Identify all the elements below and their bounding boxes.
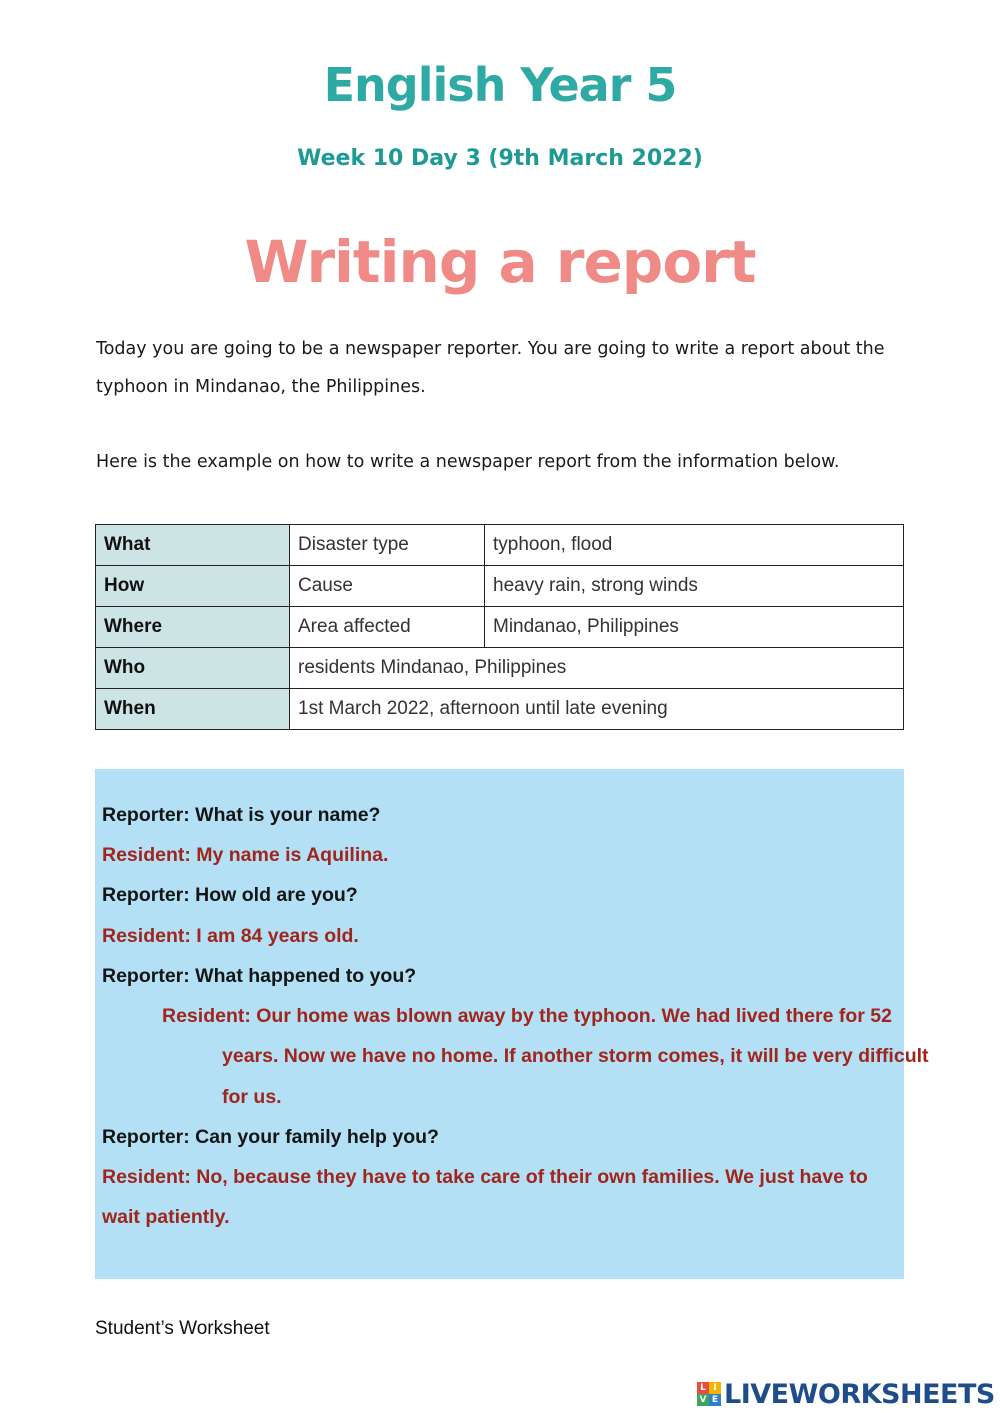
table-row xyxy=(96,607,904,648)
example-instruction: Here is the example on how to write a newspaper report from the information below. xyxy=(96,452,840,472)
resident-line: Resident: I am 84 years old. xyxy=(102,925,359,947)
table-row xyxy=(96,648,904,689)
table-key-cell: When xyxy=(96,689,290,730)
table-value-cell: heavy rain, strong winds xyxy=(485,566,904,607)
table-value-cell: Mindanao, Philippines xyxy=(485,607,904,648)
table-key-cell: Where xyxy=(96,607,290,648)
resident-line: Resident: My name is Aquilina. xyxy=(102,844,389,866)
resident-line: Resident: No, because they have to take care of their own families. We just have to wait patiently. xyxy=(102,1166,868,1229)
table-key-cell: Who xyxy=(96,648,290,689)
table-row xyxy=(96,566,904,607)
worksheet-label: Student’s Worksheet xyxy=(95,1318,270,1339)
intro-paragraph: Today you are going to be a newspaper reporter. You are going to write a report about the typhoon in Mindanao, the Philippines. xyxy=(96,339,885,397)
table-row xyxy=(96,525,904,566)
lesson-date-subtitle: Week 10 Day 3 (9th March 2022) xyxy=(297,146,703,171)
reporter-line: Reporter: Can your family help you? xyxy=(102,1126,439,1148)
table-label-cell: Cause xyxy=(290,566,485,607)
table-key-cell: How xyxy=(96,566,290,607)
table-label-cell: Area affected xyxy=(290,607,485,648)
interview-dialogue-box xyxy=(95,769,929,1279)
reporter-line: Reporter: What happened to you? xyxy=(102,965,417,987)
reporter-line: Reporter: What is your name? xyxy=(102,804,381,826)
info-table xyxy=(95,524,904,730)
table-row xyxy=(96,689,904,730)
table-value-cell: residents Mindanao, Philippines xyxy=(290,648,904,689)
table-key-cell: What xyxy=(96,525,290,566)
section-heading: Writing a report xyxy=(244,228,756,296)
page-title: English Year 5 xyxy=(323,58,677,112)
table-value-cell: typhoon, flood xyxy=(485,525,904,566)
brand-name: LIVEWORKSHEETS xyxy=(724,1378,995,1410)
table-value-cell: 1st March 2022, afternoon until late evening xyxy=(290,689,904,730)
table-label-cell: Disaster type xyxy=(290,525,485,566)
liveworksheets-logo-icon: L I V E xyxy=(697,1382,721,1406)
liveworksheets-logo[interactable] xyxy=(697,1376,995,1412)
resident-line: Resident: Our home was blown away by the typhoon. We had lived there for 52 years. Now we have no home. If another storm comes, it will be very difficult for us. xyxy=(162,1005,929,1108)
reporter-line: Reporter: How old are you? xyxy=(102,884,358,906)
